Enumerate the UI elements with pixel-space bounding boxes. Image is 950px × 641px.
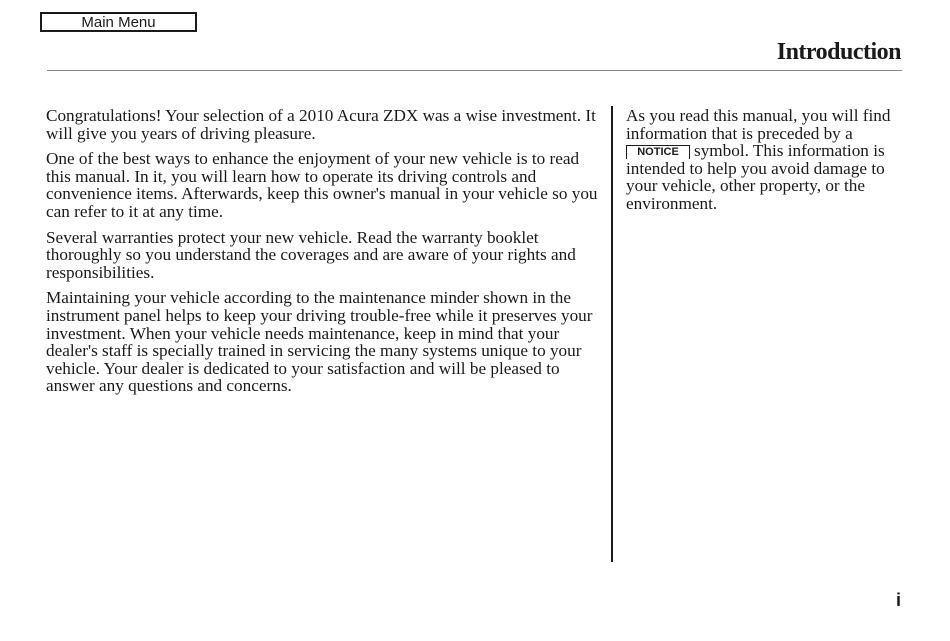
right-column [626, 107, 906, 213]
notice-explanation-paragraph [626, 107, 906, 213]
page-title: Introduction [776, 39, 901, 65]
column-divider [611, 106, 613, 562]
header-divider [47, 70, 902, 71]
intro-paragraph-warranties: Several warranties protect your new vehicle. Read the warranty booklet thoroughly so you understand the coverages and are aware of your rights and responsibilities. [46, 227, 576, 282]
intro-paragraph-congratulations: Congratulations! Your selection of a 2010 Acura ZDX was a wise investment. It will give you years of driving pleasure. [46, 106, 596, 143]
intro-paragraph-read-manual: One of the best ways to enhance the enjoyment of your new vehicle is to read this manual. In it, you will learn how to operate its driving controls and convenience items. Afterwards, keep this owner's manual in your vehicle so you can refer to it at any time. [46, 149, 598, 221]
main-menu-button[interactable]: Main Menu [40, 12, 197, 32]
notice-text-after: symbol. This information is intended to help you avoid damage to your vehicle, other property, or the environment. [626, 141, 885, 213]
notice-symbol: NOTICE [626, 145, 690, 159]
intro-paragraph-maintenance: Maintaining your vehicle according to the maintenance minder shown in the instrument panel helps to keep your driving trouble-free while it preserves your investment. When your vehicle needs maintenance, keep in mind that your dealer's staff is specially trained in servicing the many systems unique to your vehicle. Your dealer is dedicated to your satisfaction and will be pleased to answer any questions and concerns. [46, 288, 593, 396]
notice-text-before: As you read this manual, you will find information that is preceded by a [626, 106, 891, 143]
left-column [46, 107, 606, 403]
page-number: i [895, 590, 901, 610]
